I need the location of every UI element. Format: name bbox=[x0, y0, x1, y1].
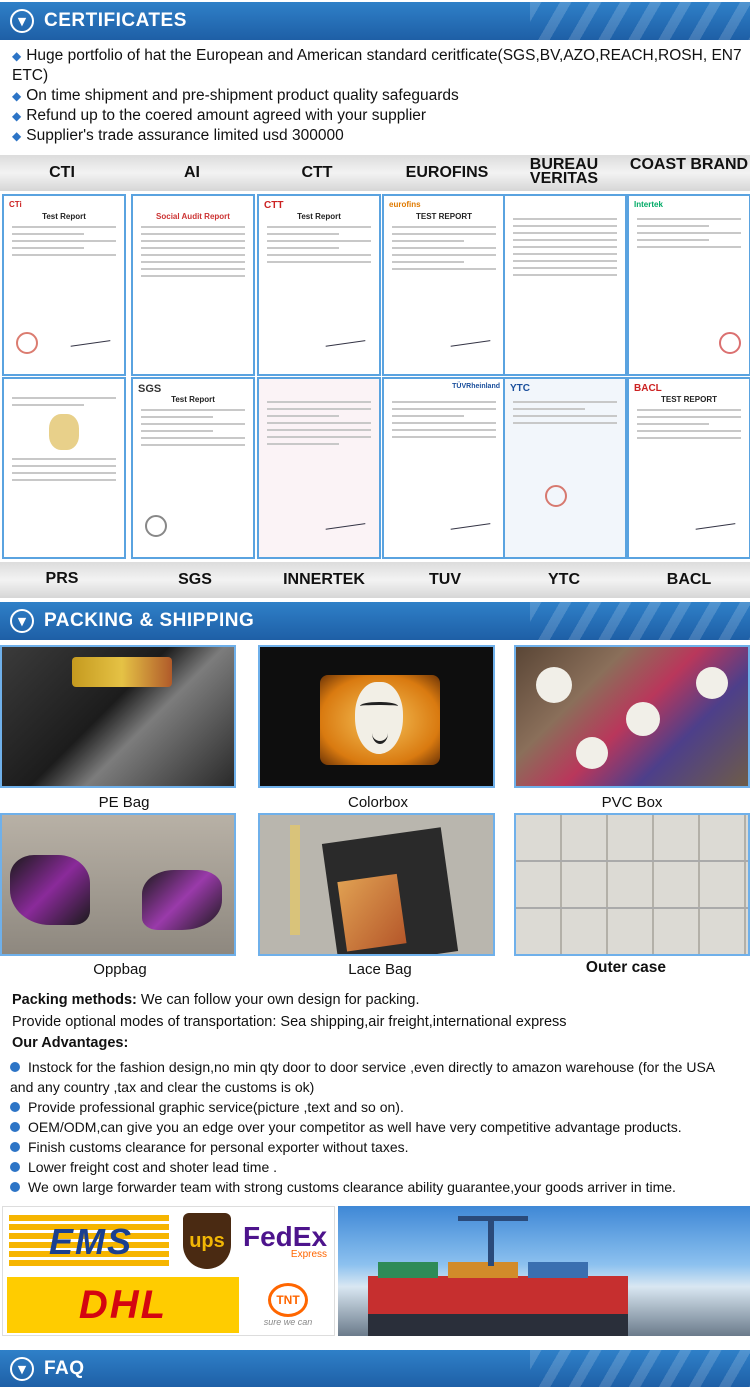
advantage-text: Finish customs clearance for personal exporter without taxes. bbox=[28, 1139, 409, 1155]
photo-cargo-port bbox=[338, 1206, 750, 1336]
cert-doc-ytc bbox=[503, 377, 627, 559]
banner-stripe bbox=[530, 602, 750, 640]
cert-label-prs: PRS bbox=[45, 570, 79, 587]
certificates-banner bbox=[0, 2, 750, 40]
diamond-icon: ◆ bbox=[12, 109, 22, 123]
cert-label-bureau-veritas: BUREAU VERITAS bbox=[529, 156, 599, 187]
tnt-text: TNT bbox=[276, 1293, 300, 1307]
cert-label-innertek: INNERTEK bbox=[283, 571, 365, 588]
banner-stripe bbox=[530, 2, 750, 40]
doc-logo: CTi bbox=[9, 200, 22, 209]
cert-label-ctt: CTT bbox=[301, 164, 333, 181]
intro-bullet bbox=[12, 46, 742, 86]
dhl-text: DHL bbox=[78, 1282, 168, 1327]
cert-doc-ctt bbox=[257, 194, 381, 376]
cert-label-ai: AI bbox=[184, 164, 200, 181]
transport-modes bbox=[12, 1012, 567, 1032]
packing-methods bbox=[12, 990, 420, 1010]
doc-title: Test Report bbox=[171, 395, 215, 404]
doc-logo: Intertek bbox=[634, 200, 663, 209]
chevron-down-icon: ▼ bbox=[10, 609, 34, 633]
cert-doc-tuv bbox=[382, 377, 506, 559]
cert-label-cti: CTI bbox=[49, 164, 75, 181]
fedex-sub-text: Express bbox=[290, 1249, 328, 1260]
ems-logo bbox=[9, 1215, 169, 1267]
cert-label-coast-brand: COAST BRAND bbox=[629, 156, 749, 173]
caption-pe-bag: PE Bag bbox=[98, 794, 150, 811]
intro-bullet bbox=[12, 86, 459, 106]
transport-text: Sea shipping,air freight,international express bbox=[276, 1014, 567, 1030]
bullet-text: On time shipment and pre-shipment product quality safeguards bbox=[26, 87, 459, 104]
advantage-text: We own large forwarder team with strong customs clearance ability guarantee,your goods arriver in time. bbox=[28, 1179, 676, 1195]
advantage-item bbox=[10, 1097, 740, 1117]
banner-stripe bbox=[530, 1350, 750, 1387]
tnt-logo bbox=[253, 1283, 323, 1333]
bullet-dot-icon bbox=[10, 1142, 20, 1152]
doc-logo: eurofins bbox=[389, 200, 421, 209]
cert-doc-innertek bbox=[257, 377, 381, 559]
doc-logo: BACL bbox=[634, 383, 662, 394]
doc-title: TEST REPORT bbox=[415, 212, 472, 221]
photo-outer-case bbox=[514, 813, 750, 956]
cert-doc-sgs bbox=[131, 377, 255, 559]
photo-lace-bag bbox=[258, 813, 495, 956]
ems-text: EMS bbox=[49, 1221, 134, 1262]
diamond-icon: ◆ bbox=[12, 49, 22, 63]
bullet-dot-icon bbox=[10, 1062, 20, 1072]
bullet-dot-icon bbox=[10, 1102, 20, 1112]
advantage-item bbox=[10, 1117, 740, 1137]
cert-doc-prs bbox=[2, 377, 126, 559]
doc-logo: SGS bbox=[138, 383, 162, 395]
cert-doc-coast-brand bbox=[627, 194, 750, 376]
bullet-dot-icon bbox=[10, 1162, 20, 1172]
advantage-item bbox=[10, 1057, 740, 1097]
bullet-text: Supplier's trade assurance limited usd 300000 bbox=[26, 127, 344, 144]
ups-text: ups bbox=[189, 1229, 225, 1252]
cert-label-ytc: YTC bbox=[548, 571, 580, 588]
cert-doc-ai bbox=[131, 194, 255, 376]
bullet-text: Refund up to the coered amount agreed with your supplier bbox=[26, 107, 427, 124]
intro-bullet bbox=[12, 126, 344, 146]
cert-label-bacl: BACL bbox=[666, 571, 712, 588]
dhl-logo bbox=[7, 1277, 239, 1333]
bullet-dot-icon bbox=[10, 1182, 20, 1192]
cert-doc-bacl bbox=[627, 377, 750, 559]
photo-pvc-box bbox=[514, 645, 750, 788]
chevron-down-icon: ▼ bbox=[10, 9, 34, 33]
fedex-logo bbox=[243, 1221, 327, 1260]
section-title: CERTIFICATES bbox=[44, 10, 187, 31]
bullet-dot-icon bbox=[10, 1122, 20, 1132]
advantages-title: Our Advantages: bbox=[12, 1035, 129, 1051]
advantage-item bbox=[10, 1157, 740, 1177]
advantage-text: OEM/ODM,can give you an edge over your competitor as well have very competitive advantage products. bbox=[28, 1119, 682, 1135]
doc-logo: YTC bbox=[510, 383, 530, 394]
doc-title: Test Report bbox=[42, 212, 86, 221]
photo-colorbox bbox=[258, 645, 495, 788]
tnt-sub-text: sure we can bbox=[263, 1317, 313, 1327]
bullet-text: Huge portfolio of hat the European and American standard ceritficate(SGS,BV,AZO,REACH,ROSH, EN7 ETC) bbox=[12, 47, 742, 84]
advantage-text: Instock for the fashion design,no min qty door to door service ,even directly to amazon warehouse (for the USA and any country ,tax and clear the customs is ok) bbox=[10, 1059, 715, 1095]
caption-oppbag: Oppbag bbox=[93, 961, 147, 978]
cert-label-tuv: TUV bbox=[429, 571, 461, 588]
section-title: PACKING & SHIPPING bbox=[44, 610, 255, 631]
doc-logo: CTT bbox=[264, 200, 284, 211]
courier-panel bbox=[2, 1206, 335, 1336]
transport-label: Provide optional modes of transportation: bbox=[12, 1014, 277, 1030]
photo-oppbag bbox=[0, 813, 236, 956]
intro-bullet bbox=[12, 106, 426, 126]
advantage-item bbox=[10, 1177, 740, 1197]
faq-banner bbox=[0, 1350, 750, 1387]
caption-lace-bag: Lace Bag bbox=[348, 961, 412, 978]
cert-label-sgs: SGS bbox=[178, 571, 212, 588]
doc-logo: TÜVRheinland bbox=[452, 383, 500, 390]
cert-doc-cti bbox=[2, 194, 126, 376]
caption-colorbox: Colorbox bbox=[347, 794, 409, 811]
photo-pe-bag bbox=[0, 645, 236, 788]
doc-title: Social Audit Report bbox=[156, 212, 230, 221]
diamond-icon: ◆ bbox=[12, 89, 22, 103]
cert-label-eurofins: EUROFINS bbox=[405, 164, 489, 181]
section-title: FAQ bbox=[44, 1358, 85, 1379]
packing-banner bbox=[0, 602, 750, 640]
advantage-text: Provide professional graphic service(picture ,text and so on). bbox=[28, 1099, 404, 1115]
doc-title: TEST REPORT bbox=[660, 395, 717, 404]
cert-doc-eurofins bbox=[382, 194, 506, 376]
packing-methods-label: Packing methods: bbox=[12, 992, 137, 1008]
packing-methods-text: We can follow your own design for packing. bbox=[136, 992, 420, 1008]
caption-outer-case: Outer case bbox=[585, 959, 667, 976]
caption-pvc-box: PVC Box bbox=[601, 794, 663, 811]
chevron-down-icon: ▼ bbox=[10, 1357, 34, 1381]
advantage-item bbox=[10, 1137, 740, 1157]
ups-logo bbox=[183, 1213, 231, 1269]
doc-title: Test Report bbox=[297, 212, 341, 221]
fedex-text: FedEx bbox=[243, 1221, 328, 1252]
advantage-text: Lower freight cost and shoter lead time . bbox=[28, 1159, 278, 1175]
cert-doc-bureau-veritas bbox=[503, 194, 627, 376]
diamond-icon: ◆ bbox=[12, 129, 22, 143]
